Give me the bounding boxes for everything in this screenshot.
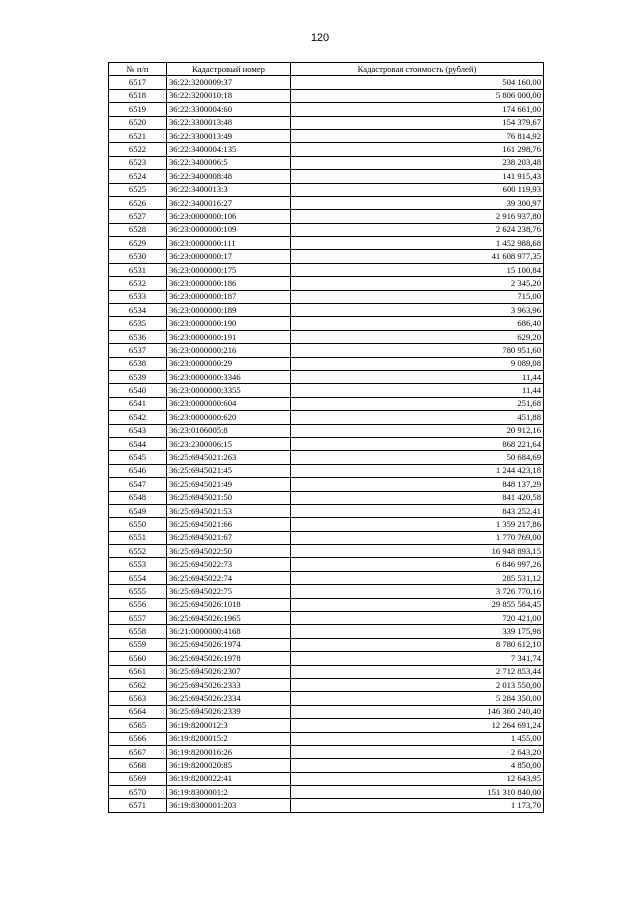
cadastral-number-cell: 36:22:3400004:135 — [167, 143, 291, 156]
cadastral-value-cell: 29 855 584,45 — [291, 598, 544, 611]
row-number-cell: 6562 — [109, 678, 167, 691]
row-number-cell: 6541 — [109, 397, 167, 410]
cadastral-value-cell: 20 912,16 — [291, 424, 544, 437]
cadastral-value-cell: 174 661,00 — [291, 103, 544, 116]
cadastral-value-cell: 600 119,93 — [291, 183, 544, 196]
cadastral-value-cell: 11,44 — [291, 370, 544, 383]
cadastral-number-cell: 36:23:0000000:3346 — [167, 370, 291, 383]
table-row — [109, 237, 544, 250]
row-number-cell: 6550 — [109, 518, 167, 531]
cadastral-value-cell: 4 850,00 — [291, 759, 544, 772]
cadastral-value-cell: 141 915,43 — [291, 170, 544, 183]
cadastral-value-cell: 50 684,69 — [291, 451, 544, 464]
table-row — [109, 531, 544, 544]
cadastral-value-cell: 2 916 937,80 — [291, 210, 544, 223]
cadastral-value-cell: 146 360 240,40 — [291, 705, 544, 718]
cadastral-number-cell: 36:22:3400013:3 — [167, 183, 291, 196]
cadastral-value-cell: 843 252,41 — [291, 504, 544, 517]
cadastral-value-cell: 7 341,74 — [291, 652, 544, 665]
row-number-cell: 6520 — [109, 116, 167, 129]
cadastral-value-cell: 5 806 000,00 — [291, 89, 544, 102]
cadastral-number-cell: 36:23:0000000:187 — [167, 290, 291, 303]
row-number-cell: 6563 — [109, 692, 167, 705]
table-header-row — [109, 63, 544, 76]
cadastral-number-cell: 36:23:0000000:175 — [167, 263, 291, 276]
table-row — [109, 772, 544, 785]
cadastral-value-cell: 3 963,96 — [291, 304, 544, 317]
row-number-cell: 6519 — [109, 103, 167, 116]
cadastral-number-cell: 36:25:6945022:75 — [167, 585, 291, 598]
cadastral-value-cell: 629,20 — [291, 330, 544, 343]
cadastral-value-cell: 841 420,58 — [291, 491, 544, 504]
cadastral-number-cell: 36:25:6945026:1018 — [167, 598, 291, 611]
cadastral-number-cell: 36:25:6945021:67 — [167, 531, 291, 544]
cadastral-value-cell: 1 359 217,86 — [291, 518, 544, 531]
table-row — [109, 558, 544, 571]
table-row — [109, 277, 544, 290]
table-row — [109, 156, 544, 169]
cadastral-value-cell: 715,00 — [291, 290, 544, 303]
cadastral-number-cell: 36:25:6945026:2307 — [167, 665, 291, 678]
table-row — [109, 571, 544, 584]
table-row — [109, 116, 544, 129]
row-number-cell: 6544 — [109, 437, 167, 450]
row-number-cell: 6537 — [109, 344, 167, 357]
cadastral-number-cell: 36:25:6945021:45 — [167, 464, 291, 477]
cadastral-number-cell: 36:22:3300013:48 — [167, 116, 291, 129]
cadastral-value-cell: 154 379,67 — [291, 116, 544, 129]
cadastral-value-cell: 1 770 769,00 — [291, 531, 544, 544]
table-row — [109, 545, 544, 558]
cadastral-number-cell: 36:19:8200022:41 — [167, 772, 291, 785]
cadastral-value-cell: 76 814,92 — [291, 129, 544, 142]
cadastral-number-cell: 36:23:0000000:190 — [167, 317, 291, 330]
cadastral-number-cell: 36:23:0106005:8 — [167, 424, 291, 437]
cadastral-value-cell: 2 624 238,76 — [291, 223, 544, 236]
row-number-cell: 6538 — [109, 357, 167, 370]
table-row — [109, 437, 544, 450]
cadastral-number-cell: 36:25:6945022:50 — [167, 545, 291, 558]
cadastral-value-cell: 848 137,29 — [291, 478, 544, 491]
row-number-cell: 6543 — [109, 424, 167, 437]
row-number-cell: 6523 — [109, 156, 167, 169]
table-row — [109, 799, 544, 812]
cadastral-table — [108, 62, 544, 813]
row-number-cell: 6530 — [109, 250, 167, 263]
cadastral-number-cell: 36:22:3300004:60 — [167, 103, 291, 116]
cadastral-number-cell: 36:23:0000000:111 — [167, 237, 291, 250]
row-number-cell: 6529 — [109, 237, 167, 250]
table-row — [109, 719, 544, 732]
cadastral-value-cell: 2 345,20 — [291, 277, 544, 290]
page-number: 120 — [310, 32, 330, 44]
cadastral-value-cell: 251,68 — [291, 397, 544, 410]
table-row — [109, 397, 544, 410]
cadastral-value-cell: 285 531,12 — [291, 571, 544, 584]
table-row — [109, 263, 544, 276]
row-number-cell: 6551 — [109, 531, 167, 544]
cadastral-value-cell: 41 608 977,35 — [291, 250, 544, 263]
row-number-cell: 6534 — [109, 304, 167, 317]
header-cadastral-number: Кадастровый номер — [167, 63, 291, 76]
row-number-cell: 6522 — [109, 143, 167, 156]
row-number-cell: 6568 — [109, 759, 167, 772]
cadastral-value-cell: 1 452 988,68 — [291, 237, 544, 250]
row-number-cell: 6567 — [109, 745, 167, 758]
table-row — [109, 344, 544, 357]
table-row — [109, 786, 544, 799]
row-number-cell: 6533 — [109, 290, 167, 303]
table-row — [109, 598, 544, 611]
row-number-cell: 6532 — [109, 277, 167, 290]
row-number-cell: 6535 — [109, 317, 167, 330]
cadastral-number-cell: 36:22:3300013:49 — [167, 129, 291, 142]
row-number-cell: 6540 — [109, 384, 167, 397]
cadastral-value-cell: 15 100,84 — [291, 263, 544, 276]
cadastral-value-cell: 161 298,76 — [291, 143, 544, 156]
row-number-cell: 6570 — [109, 786, 167, 799]
cadastral-value-cell: 1 173,70 — [291, 799, 544, 812]
cadastral-value-cell: 8 780 612,10 — [291, 638, 544, 651]
cadastral-value-cell: 339 175,98 — [291, 625, 544, 638]
cadastral-value-cell: 238 203,48 — [291, 156, 544, 169]
row-number-cell: 6561 — [109, 665, 167, 678]
cadastral-number-cell: 36:23:0000000:186 — [167, 277, 291, 290]
row-number-cell: 6524 — [109, 170, 167, 183]
cadastral-number-cell: 36:25:6945026:1965 — [167, 612, 291, 625]
cadastral-number-cell: 36:25:6945021:49 — [167, 478, 291, 491]
row-number-cell: 6552 — [109, 545, 167, 558]
table-row — [109, 89, 544, 102]
table-row — [109, 304, 544, 317]
cadastral-value-cell: 16 948 893,15 — [291, 545, 544, 558]
cadastral-number-cell: 36:22:3200010:18 — [167, 89, 291, 102]
table-row — [109, 370, 544, 383]
row-number-cell: 6556 — [109, 598, 167, 611]
row-number-cell: 6571 — [109, 799, 167, 812]
row-number-cell: 6517 — [109, 76, 167, 89]
table-row — [109, 223, 544, 236]
table-row — [109, 129, 544, 142]
cadastral-number-cell: 36:23:0000000:191 — [167, 330, 291, 343]
row-number-cell: 6539 — [109, 370, 167, 383]
table-row — [109, 411, 544, 424]
row-number-cell: 6542 — [109, 411, 167, 424]
table-row — [109, 250, 544, 263]
row-number-cell: 6560 — [109, 652, 167, 665]
cadastral-number-cell: 36:21:0000000:4168 — [167, 625, 291, 638]
cadastral-number-cell: 36:23:2300006:15 — [167, 437, 291, 450]
cadastral-number-cell: 36:23:0000000:17 — [167, 250, 291, 263]
row-number-cell: 6528 — [109, 223, 167, 236]
table-row — [109, 210, 544, 223]
row-number-cell: 6548 — [109, 491, 167, 504]
table-row — [109, 638, 544, 651]
cadastral-number-cell: 36:23:0000000:604 — [167, 397, 291, 410]
cadastral-value-cell: 780 951,60 — [291, 344, 544, 357]
row-number-cell: 6569 — [109, 772, 167, 785]
row-number-cell: 6549 — [109, 504, 167, 517]
cadastral-number-cell: 36:19:8300001:203 — [167, 799, 291, 812]
cadastral-number-cell: 36:22:3400016:27 — [167, 196, 291, 209]
table-row — [109, 652, 544, 665]
cadastral-number-cell: 36:19:8300001:2 — [167, 786, 291, 799]
row-number-cell: 6555 — [109, 585, 167, 598]
cadastral-number-cell: 36:23:0000000:3355 — [167, 384, 291, 397]
table-row — [109, 759, 544, 772]
cadastral-value-cell: 5 284 350,00 — [291, 692, 544, 705]
table-row — [109, 692, 544, 705]
cadastral-value-cell: 9 089,08 — [291, 357, 544, 370]
cadastral-value-cell: 686,40 — [291, 317, 544, 330]
cadastral-value-cell: 12 643,95 — [291, 772, 544, 785]
header-row-number: № п/п — [109, 63, 167, 76]
row-number-cell: 6527 — [109, 210, 167, 223]
row-number-cell: 6564 — [109, 705, 167, 718]
row-number-cell: 6546 — [109, 464, 167, 477]
row-number-cell: 6553 — [109, 558, 167, 571]
table-row — [109, 451, 544, 464]
cadastral-number-cell: 36:23:0000000:109 — [167, 223, 291, 236]
cadastral-value-cell: 12 264 691,24 — [291, 719, 544, 732]
row-number-cell: 6545 — [109, 451, 167, 464]
table-row — [109, 625, 544, 638]
row-number-cell: 6518 — [109, 89, 167, 102]
cadastral-number-cell: 36:25:6945021:53 — [167, 504, 291, 517]
cadastral-number-cell: 36:25:6945022:73 — [167, 558, 291, 571]
cadastral-value-cell: 151 310 840,00 — [291, 786, 544, 799]
cadastral-value-cell: 1 244 423,18 — [291, 464, 544, 477]
cadastral-value-cell: 2 013 550,00 — [291, 678, 544, 691]
cadastral-value-cell: 868 221,64 — [291, 437, 544, 450]
row-number-cell: 6558 — [109, 625, 167, 638]
row-number-cell: 6547 — [109, 478, 167, 491]
cadastral-value-cell: 720 421,00 — [291, 612, 544, 625]
cadastral-number-cell: 36:25:6945026:2333 — [167, 678, 291, 691]
table-row — [109, 170, 544, 183]
table-row — [109, 678, 544, 691]
cadastral-number-cell: 36:25:6945021:263 — [167, 451, 291, 464]
cadastral-number-cell: 36:25:6945026:2334 — [167, 692, 291, 705]
row-number-cell: 6554 — [109, 571, 167, 584]
table-row — [109, 183, 544, 196]
table-row — [109, 103, 544, 116]
cadastral-number-cell: 36:25:6945026:2339 — [167, 705, 291, 718]
cadastral-number-cell: 36:25:6945026:1978 — [167, 652, 291, 665]
table-row — [109, 76, 544, 89]
table-row — [109, 464, 544, 477]
cadastral-number-cell: 36:25:6945021:66 — [167, 518, 291, 531]
table-row — [109, 317, 544, 330]
table-row — [109, 585, 544, 598]
row-number-cell: 6559 — [109, 638, 167, 651]
cadastral-number-cell: 36:25:6945021:50 — [167, 491, 291, 504]
row-number-cell: 6521 — [109, 129, 167, 142]
table-row — [109, 196, 544, 209]
cadastral-number-cell: 36:23:0000000:29 — [167, 357, 291, 370]
cadastral-number-cell: 36:19:8200012:3 — [167, 719, 291, 732]
row-number-cell: 6531 — [109, 263, 167, 276]
table-row — [109, 384, 544, 397]
table-row — [109, 518, 544, 531]
cadastral-number-cell: 36:19:8200016:26 — [167, 745, 291, 758]
cadastral-number-cell: 36:23:0000000:189 — [167, 304, 291, 317]
row-number-cell: 6526 — [109, 196, 167, 209]
cadastral-value-cell: 6 846 997,26 — [291, 558, 544, 571]
cadastral-number-cell: 36:22:3400008:48 — [167, 170, 291, 183]
cadastral-number-cell: 36:23:0000000:216 — [167, 344, 291, 357]
cadastral-number-cell: 36:19:8200020:85 — [167, 759, 291, 772]
cadastral-number-cell: 36:22:3200009:37 — [167, 76, 291, 89]
table-row — [109, 424, 544, 437]
table-row — [109, 357, 544, 370]
table-row — [109, 290, 544, 303]
table-row — [109, 665, 544, 678]
cadastral-value-cell: 2 712 853,44 — [291, 665, 544, 678]
row-number-cell: 6557 — [109, 612, 167, 625]
cadastral-number-cell: 36:25:6945022:74 — [167, 571, 291, 584]
header-cadastral-value: Кадастровая стоимость (рублей) — [291, 63, 544, 76]
table-row — [109, 732, 544, 745]
row-number-cell: 6525 — [109, 183, 167, 196]
table-row — [109, 705, 544, 718]
cadastral-number-cell: 36:23:0000000:106 — [167, 210, 291, 223]
cadastral-number-cell: 36:25:6945026:1974 — [167, 638, 291, 651]
cadastral-value-cell: 504 160,00 — [291, 76, 544, 89]
table-row — [109, 745, 544, 758]
table-row — [109, 478, 544, 491]
table-row — [109, 330, 544, 343]
cadastral-value-cell: 39 300,97 — [291, 196, 544, 209]
cadastral-value-cell: 451,88 — [291, 411, 544, 424]
row-number-cell: 6565 — [109, 719, 167, 732]
cadastral-value-cell: 2 643,20 — [291, 745, 544, 758]
table-row — [109, 612, 544, 625]
row-number-cell: 6536 — [109, 330, 167, 343]
table-row — [109, 491, 544, 504]
cadastral-number-cell: 36:19:8200015:2 — [167, 732, 291, 745]
cadastral-number-cell: 36:23:0000000:620 — [167, 411, 291, 424]
table-row — [109, 143, 544, 156]
cadastral-value-cell: 3 726 770,16 — [291, 585, 544, 598]
cadastral-number-cell: 36:22:3400006:5 — [167, 156, 291, 169]
table-row — [109, 504, 544, 517]
row-number-cell: 6566 — [109, 732, 167, 745]
cadastral-value-cell: 11,44 — [291, 384, 544, 397]
cadastral-value-cell: 1 455,00 — [291, 732, 544, 745]
